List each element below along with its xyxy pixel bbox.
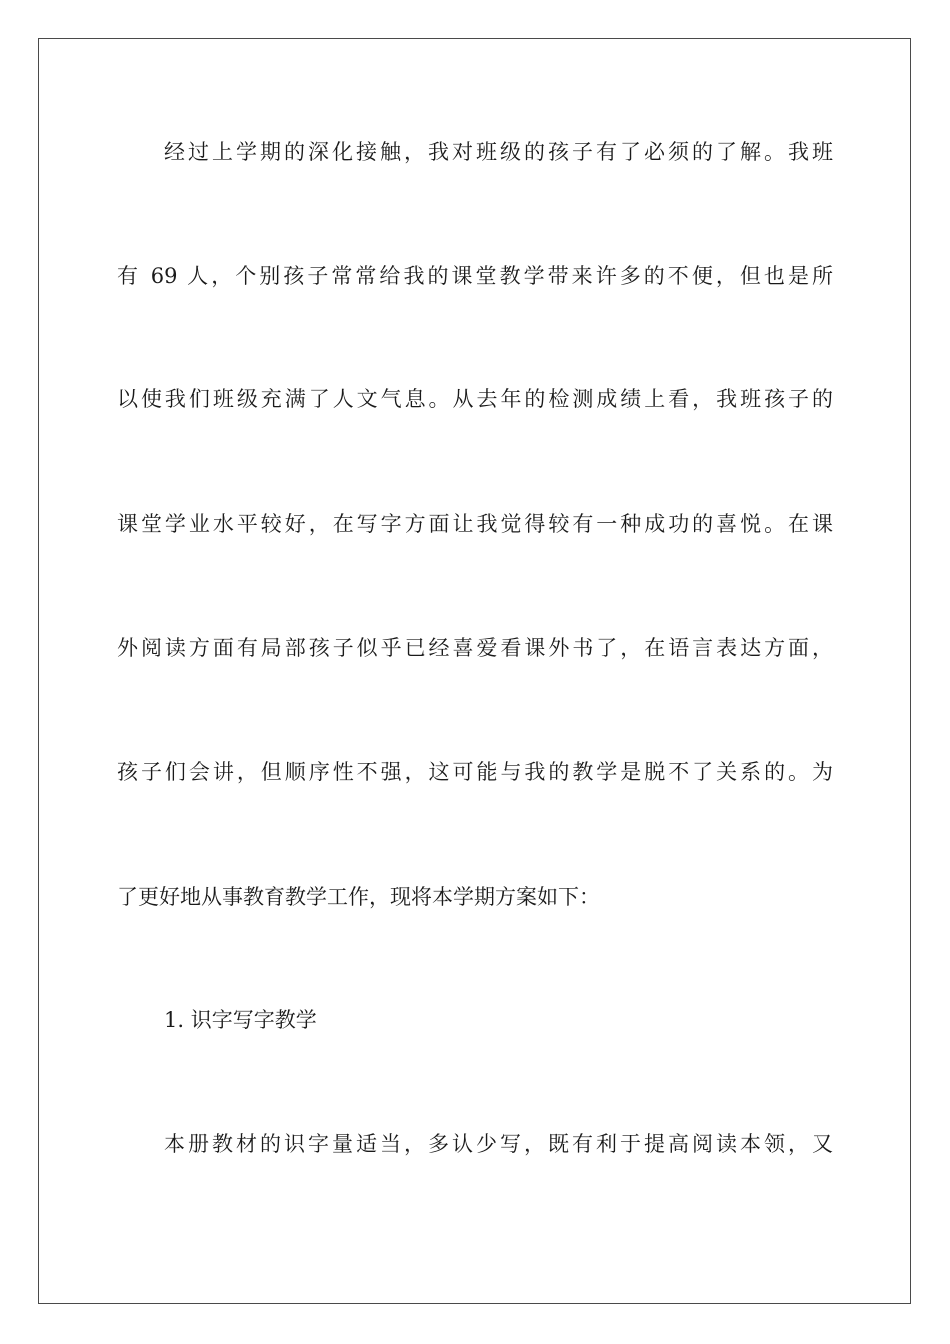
paragraph-line: 本册教材的识字量适当，多认少写，既有利于提高阅读本领，又 xyxy=(164,1132,833,1156)
section-heading: 1. 识字写字教学 xyxy=(164,1008,317,1032)
page-border xyxy=(38,38,911,1304)
paragraph-line: 孩子们会讲，但顺序性不强，这可能与我的教学是脱不了关系的。为 xyxy=(117,760,833,784)
paragraph-line: 课堂学业水平较好，在写字方面让我觉得较有一种成功的喜悦。在课 xyxy=(117,512,833,536)
paragraph-line: 外阅读方面有局部孩子似乎已经喜爱看课外书了，在语言表达方面， xyxy=(117,636,833,660)
paragraph-line: 经过上学期的深化接触，我对班级的孩子有了必须的了解。我班 xyxy=(164,140,833,164)
paragraph-line: 有 69 人，个别孩子常常给我的课堂教学带来许多的不便，但也是所 xyxy=(117,264,833,288)
paragraph-line: 以使我们班级充满了人文气息。从去年的检测成绩上看，我班孩子的 xyxy=(117,387,833,411)
paragraph-line: 了更好地从事教育教学工作，现将本学期方案如下： xyxy=(117,885,600,909)
